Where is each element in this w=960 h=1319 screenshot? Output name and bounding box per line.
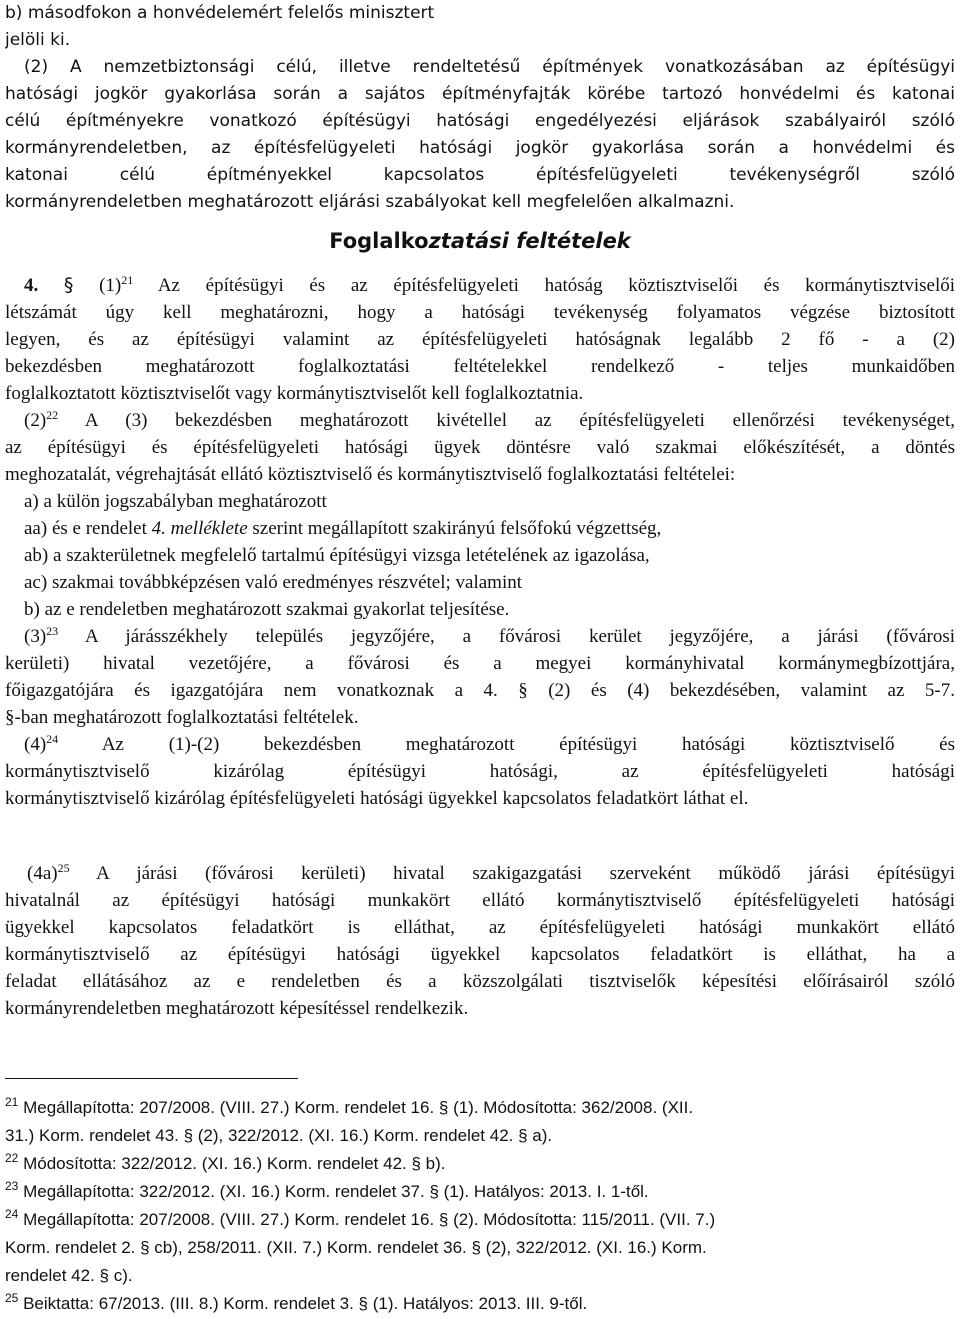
text-fragment: szerint megállapított szakirányú felsőfokú végzettség, <box>247 518 662 539</box>
text-fragment: Az építésügyi és az építésfelügyeleti hatóság köztisztviselői és kormánytisztviselői <box>157 275 955 296</box>
text-line: kormányrendeletben meghatározott képesítéssel rendelkezik. <box>5 998 469 1019</box>
footnote-text: Megállapította: 207/2008. (VIII. 27.) Korm. rendelet 16. § (2). Módosította: 115/2011. (VII. 7.) <box>23 1210 716 1229</box>
footnote-number: 21 <box>5 1095 19 1109</box>
heading-part-italic: ztatási feltételek <box>428 229 631 253</box>
text-line: kormányrendeletben, az építésfelügyeleti hatósági jogkör gyakorlása során a honvédelmi és <box>5 138 955 158</box>
footnote-number: 25 <box>5 1291 19 1305</box>
footnote <box>5 1094 955 1122</box>
text-line: legyen, és az építésügyi valamint az építésfelügyeleti hatóságnak legalább 2 fő - a (2) <box>5 329 955 350</box>
text-line: katonai célú építményekkel kapcsolatos építésfelügyeleti tevékenységről szóló <box>5 165 955 185</box>
footnotes <box>5 1094 955 1318</box>
list-item: ac) szakmai továbbképzésen való eredményes részvétel; valamint <box>24 572 522 593</box>
footnote-number: 24 <box>5 1207 19 1221</box>
footnote-text: Módosította: 322/2012. (XI. 16.) Korm. rendelet 42. § b). <box>23 1154 446 1173</box>
list-item: b) az e rendeletben meghatározott szakmai gyakorlat teljesítése. <box>24 599 510 620</box>
text-line: kormányrendeletben meghatározott eljárási szabályokat kell megfelelően alkalmazni. <box>5 192 735 212</box>
text-line: célú építményekre vonatkozó építésügyi hatósági engedélyezési eljárások szabályairól szóló <box>5 111 955 131</box>
para-prefix: (4a) <box>27 863 58 884</box>
footnote-ref: 23 <box>46 624 59 638</box>
text-line: foglalkoztatott köztisztviselőt vagy kormánytisztviselőt kell foglalkoztatnia. <box>5 383 584 404</box>
text-fragment: A járásszékhely település jegyzőjére, a fővárosi kerület jegyzőjére, a járási (fővárosi <box>84 626 955 647</box>
text-line: meghozatalát, végrehajtását ellátó köztisztviselő és kormánytisztviselő foglalkoztatási feltételei: <box>5 464 736 485</box>
footnote-text: Megállapította: 207/2008. (VIII. 27.) Korm. rendelet 16. § (1). Módosította: 362/2008. (XII. <box>23 1098 694 1117</box>
annex-ref: 4. <box>151 518 166 539</box>
footnote-ref: 22 <box>46 408 59 422</box>
footnote-text: Korm. rendelet 2. § cb), 258/2011. (XII. 7.) Korm. rendelet 36. § (2), 322/2012. (XI. 16.) Korm. <box>5 1238 707 1257</box>
text-line: kormánytisztviselő kizárólag építésügyi hatósági, az építésfelügyeleti hatósági <box>5 761 955 782</box>
text-line: kerületi) hivatal vezetőjére, a fővárosi és a megyei kormányhivatal kormánymegbízottjára, <box>5 653 955 674</box>
text-line: kormánytisztviselő az építésügyi hatósági ügyekkel kapcsolatos feladatkört is elláthat, ha a <box>5 944 955 965</box>
footnote <box>5 1150 955 1178</box>
text-line: létszámát úgy kell meghatározni, hogy a hatósági tevékenység folyamatos végzése biztosított <box>5 302 955 323</box>
text-line: b) másodfokon a honvédelemért felelős minisztert <box>5 3 435 23</box>
footnote-text: 31.) Korm. rendelet 43. § (2), 322/2012. (XI. 16.) Korm. rendelet 42. § a). <box>5 1126 553 1145</box>
para-prefix: (2) <box>24 410 47 431</box>
footnote-ref: 21 <box>121 273 134 287</box>
footnote-ref: 25 <box>57 861 70 875</box>
text-line: főigazgatójára és igazgatójára nem vonatkoznak a 4. § (2) és (4) bekezdésében, valamint az 5-7. <box>5 680 955 701</box>
text-fragment: aa) és e rendelet <box>24 518 152 539</box>
footnote-number: 23 <box>5 1179 19 1193</box>
text-line <box>5 731 955 758</box>
heading-part: Foglalko <box>329 229 429 253</box>
text-line: jelöli ki. <box>5 30 71 50</box>
text-line: bekezdésben meghatározott foglalkoztatási feltételekkel rendelkező - teljes munkaidőben <box>5 356 955 377</box>
text-line: feladat ellátásához az e rendeletben és a közszolgálati tisztviselők képesítési előírásairól szóló <box>5 971 955 992</box>
section-heading <box>5 226 955 256</box>
text-line: hivatalnál az építésügyi hatósági munkakört ellátó kormánytisztviselő építésfelügyeleti hatósági <box>5 890 955 911</box>
para-prefix: (3) <box>24 626 47 647</box>
list-item: ab) a szakterületnek megfelelő tartalmú építésügyi vizsga letételének az igazolása, <box>24 545 650 566</box>
text-line: §-ban meghatározott foglalkoztatási feltételek. <box>5 707 359 728</box>
footnote <box>5 1290 955 1318</box>
footnote-text: Beiktatta: 67/2013. (III. 8.) Korm. rendelet 3. § (1). Hatályos: 2013. III. 9-től. <box>23 1294 588 1313</box>
footnote-number: 22 <box>5 1151 19 1165</box>
annex-ref-italic: melléklete <box>165 518 248 539</box>
text-line: hatósági jogkör gyakorlása során a sajátos építményfajták körébe tartozó honvédelmi és katonai <box>5 84 955 104</box>
text-line <box>5 272 955 299</box>
section-sign: § <box>63 274 74 296</box>
text-line: az építésügyi és építésfelügyeleti hatósági ügyek döntésre való szakmai előkészítését, a döntés <box>5 437 955 458</box>
paragraph-4a <box>5 860 955 1022</box>
list-item: a) a külön jogszabályban meghatározott <box>24 491 327 512</box>
section-4 <box>5 272 955 812</box>
footnote-separator <box>5 1078 298 1079</box>
text-line <box>5 860 955 887</box>
paragraph-intro <box>5 0 955 269</box>
text-line <box>5 407 955 434</box>
footnote-text: Megállapította: 322/2012. (XI. 16.) Korm. rendelet 37. § (1). Hatályos: 2013. I. 1-től. <box>23 1182 649 1201</box>
footnote <box>5 1178 955 1206</box>
text-line: (2) A nemzetbiztonsági célú, illetve rendeltetésű építmények vonatkozásában az építésügyi <box>24 57 955 77</box>
list-item <box>5 515 955 542</box>
footnote-ref: 24 <box>46 732 59 746</box>
text-fragment: A (3) bekezdésben meghatározott kivétellel az építésfelügyeleti ellenőrzési tevékenységet, <box>84 410 955 431</box>
footnote <box>5 1206 955 1234</box>
text-line: kormánytisztviselő kizárólag építésfelügyeleti hatósági ügyekkel kapcsolatos feladatkört láthat el. <box>5 788 749 809</box>
text-line <box>5 623 955 650</box>
section-number: 4. <box>24 275 39 296</box>
text-line: ügyekkel kapcsolatos feladatkört is elláthat, az építésfelügyeleti hatósági munkakört ellátó <box>5 917 955 938</box>
text-fragment: Az (1)-(2) bekezdésben meghatározott építésügyi hatósági köztisztviselő és <box>101 734 955 755</box>
para-prefix: (4) <box>24 734 47 755</box>
footnote-text: rendelet 42. § c). <box>5 1266 133 1285</box>
para-prefix: (1) <box>99 275 122 296</box>
text-fragment: A járási (fővárosi kerületi) hivatal szakigazgatási szerveként működő járási építésügyi <box>96 863 955 884</box>
